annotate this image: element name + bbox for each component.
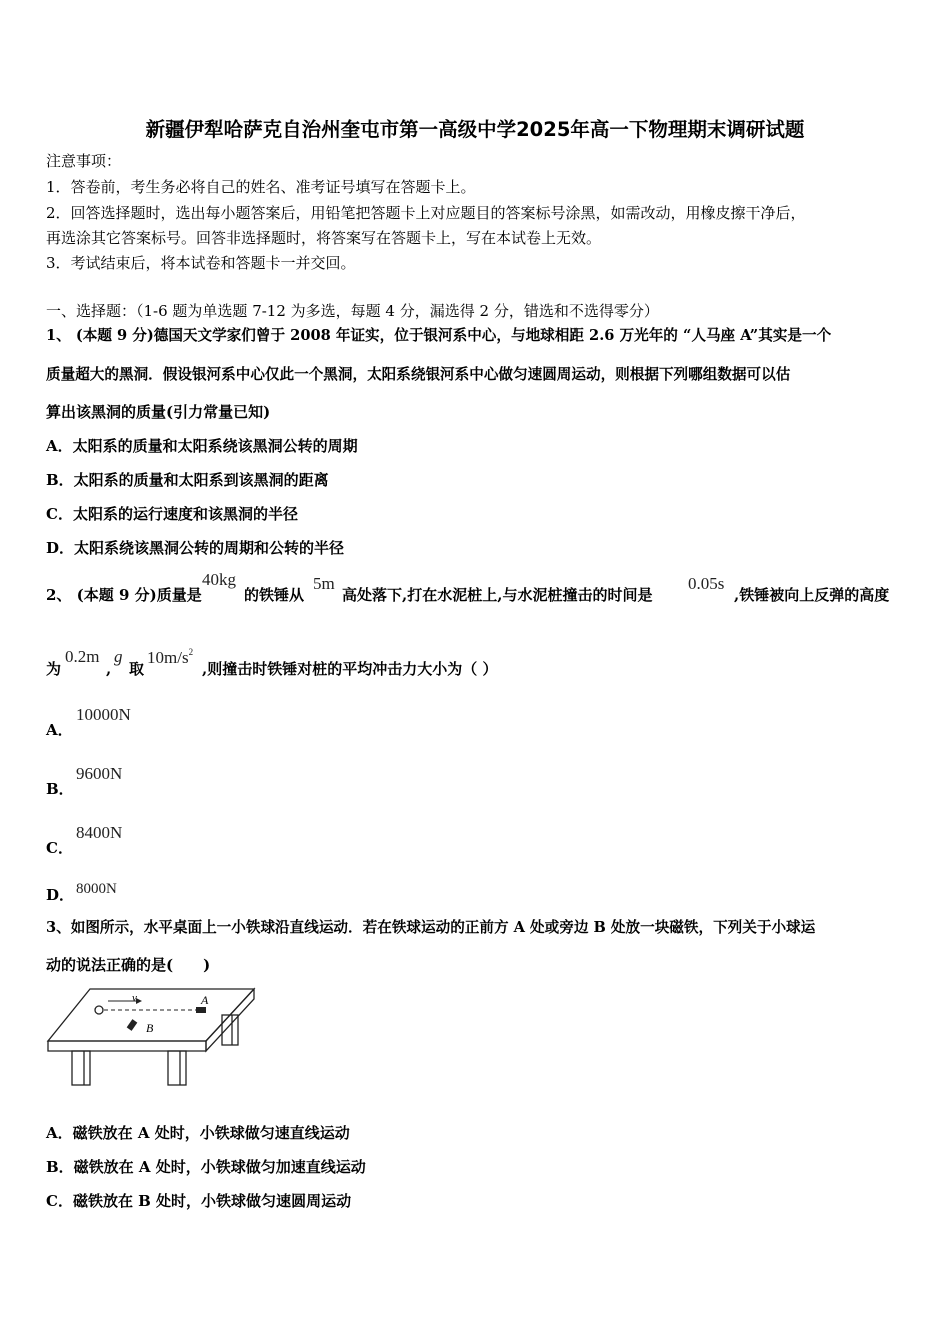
q1-option-b: B．太阳系的质量和太阳系到该黑洞的距离 <box>46 471 329 489</box>
notice-item-1: 1．答卷前，考生务必将自己的姓名、准考证号填写在答题卡上。 <box>46 178 476 196</box>
q2-stem-part2: 的铁锤从 <box>244 586 305 604</box>
magnet-b <box>127 1019 138 1031</box>
q2-stem-part8: ,则撞击时铁锤对桩的平均冲击力大小为（ ） <box>202 660 498 678</box>
q2-rebound-value: 0.2m <box>65 647 100 666</box>
q3-stem-line2: 动的说法正确的是( ) <box>46 956 211 974</box>
table-front-edge <box>48 1041 206 1051</box>
q1-option-a: A．太阳系的质量和太阳系绕该黑洞公转的周期 <box>46 437 358 455</box>
q3-option-c: C．磁铁放在 B 处时，小铁球做匀速圆周运动 <box>46 1192 352 1210</box>
point-b-label: B <box>146 1021 154 1035</box>
q2-stem-part7: 取 <box>129 660 145 678</box>
q2-option-a-label: A． <box>46 721 73 739</box>
q2-stem-part1: 2、 (本题 9 分)质量是 <box>46 586 202 604</box>
magnet-a <box>196 1007 206 1013</box>
notice-item-2: 2．回答选择题时，选出每小题答案后，用铅笔把答题卡上对应题目的答案标号涂黑，如需改动，用橡皮擦干净后， <box>46 204 806 222</box>
table-leg-front-left <box>72 1051 90 1085</box>
velocity-label: v <box>132 992 137 1004</box>
q2-height-value: 5m <box>313 574 335 593</box>
q1-option-d: D．太阳系绕该黑洞公转的周期和公转的半径 <box>46 539 345 557</box>
notice-heading: 注意事项： <box>46 152 122 170</box>
q2-g-value <box>147 647 193 668</box>
q2-g-symbol: g <box>114 647 123 666</box>
q2-stem-part3: 高处落下,打在水泥桩上,与水泥桩撞击的时间是 <box>342 586 653 604</box>
q3-option-b: B．磁铁放在 A 处时，小铁球做匀加速直线运动 <box>46 1158 366 1176</box>
q2-option-a-value: 10000N <box>76 705 131 724</box>
notice-item-3: 3．考试结束后，将本试卷和答题卡一并交回。 <box>46 254 356 272</box>
q2-option-b-label: B． <box>46 780 74 798</box>
q2-option-d-value: 8000N <box>76 881 117 897</box>
point-a-label: A <box>201 993 209 1007</box>
q2-stem-part6: , <box>106 660 112 678</box>
section-heading: 一、选择题：（1-6 题为单选题 7-12 为多选，每题 4 分，漏选得 2 分，错选和不选得零分） <box>46 302 659 320</box>
q2-option-b-value: 9600N <box>76 764 123 783</box>
q2-option-d-label: D． <box>46 886 75 904</box>
q2-g-value-text: 10m/s <box>147 648 189 667</box>
q3-stem-line1: 3、如图所示，水平桌面上一小铁球沿直线运动．若在铁球运动的正前方 A 处或旁边 B 处放一块磁铁，下列关于小球运 <box>46 919 816 936</box>
table-side-edge <box>206 989 254 1051</box>
q2-stem-part4: ,铁锤被向上反弹的高度 <box>734 586 890 604</box>
q1-stem-line2: 质量超大的黑洞．假设银河系中心仅此一个黑洞，太阳系绕银河系中心做匀速圆周运动，则根据下列哪组数据可以估 <box>46 366 791 383</box>
q2-mass-value: 40kg <box>202 570 236 589</box>
q2-g-value-exponent: 2 <box>188 647 194 657</box>
q2-time-value: 0.05s <box>688 574 725 593</box>
q3-option-a: A．磁铁放在 A 处时，小铁球做匀速直线运动 <box>46 1124 350 1142</box>
page-title: 新疆伊犁哈萨克自治州奎屯市第一高级中学2025年高一下物理期末调研试题 <box>145 118 805 141</box>
q2-option-c-label: C． <box>46 839 73 857</box>
q1-option-c: C．太阳系的运行速度和该黑洞的半径 <box>46 505 298 523</box>
table-magnet-figure <box>44 985 259 1090</box>
notice-item-2-cont: 再选涂其它答案标号。回答非选择题时，将答案写在答题卡上，写在本试卷上无效。 <box>46 229 602 247</box>
q2-option-c-value: 8400N <box>76 823 123 842</box>
q2-stem-part5: 为 <box>46 660 62 678</box>
q1-stem-line3: 算出该黑洞的质量(引力常量已知) <box>46 403 271 421</box>
q1-stem-line1: 1、 (本题 9 分)德国天文学家们曾于 2008 年证实，位于银河系中心，与地球相距 2.6 万光年的 “人马座 A”其实是一个 <box>46 327 832 344</box>
iron-ball <box>95 1006 103 1014</box>
table-leg-front-right <box>168 1051 186 1085</box>
